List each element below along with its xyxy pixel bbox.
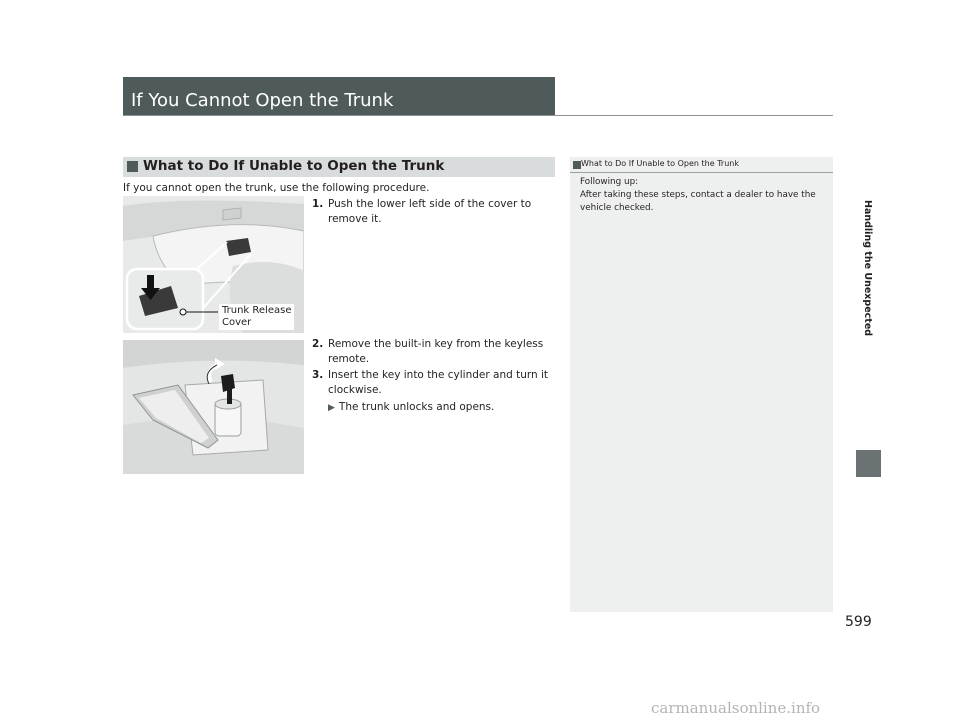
step-number: 1. bbox=[312, 198, 324, 210]
side-note-line-1: Following up: bbox=[580, 177, 639, 187]
side-note-body bbox=[580, 176, 830, 215]
note-square-icon bbox=[573, 161, 581, 169]
intro-text: If you cannot open the trunk, use the following procedure. bbox=[123, 182, 430, 194]
page-number: 599 bbox=[845, 614, 872, 630]
trunk-release-cover-label bbox=[219, 304, 294, 330]
step-number: 2. bbox=[312, 338, 324, 350]
step-text: Remove the built-in key from the keyless remote. bbox=[328, 338, 544, 365]
result-line bbox=[328, 400, 494, 416]
step-text: Insert the key into the cylinder and turn it clockwise. bbox=[328, 369, 549, 396]
step-3 bbox=[312, 368, 557, 398]
section-header bbox=[123, 157, 555, 177]
chapter-tab-marker bbox=[856, 450, 881, 477]
section-square-icon bbox=[127, 161, 138, 172]
page-title: If You Cannot Open the Trunk bbox=[131, 90, 394, 111]
side-note-line-2: After taking these steps, contact a dealer to have the vehicle checked. bbox=[580, 190, 816, 213]
step-number: 3. bbox=[312, 369, 324, 381]
step-text: Push the lower left side of the cover to remove it. bbox=[328, 198, 532, 225]
section-heading: What to Do If Unable to Open the Trunk bbox=[143, 158, 445, 174]
footer-watermark: carmanualsonline.info bbox=[651, 699, 821, 717]
step-2 bbox=[312, 337, 557, 367]
chapter-tab-label: Handling the Unexpected bbox=[862, 200, 873, 337]
callout-text: Trunk Release Cover bbox=[222, 305, 292, 328]
result-arrow-icon: ▶ bbox=[328, 403, 335, 413]
result-text: The trunk unlocks and opens. bbox=[338, 401, 495, 413]
chapter-side-tab bbox=[856, 200, 880, 448]
step-1 bbox=[312, 197, 557, 227]
page-title-bar bbox=[123, 77, 555, 115]
side-note-header bbox=[570, 159, 833, 173]
side-note-heading: What to Do If Unable to Open the Trunk bbox=[581, 159, 739, 168]
key-cylinder-illustration bbox=[123, 340, 304, 474]
side-note-panel bbox=[570, 157, 833, 612]
title-rule bbox=[123, 115, 833, 116]
